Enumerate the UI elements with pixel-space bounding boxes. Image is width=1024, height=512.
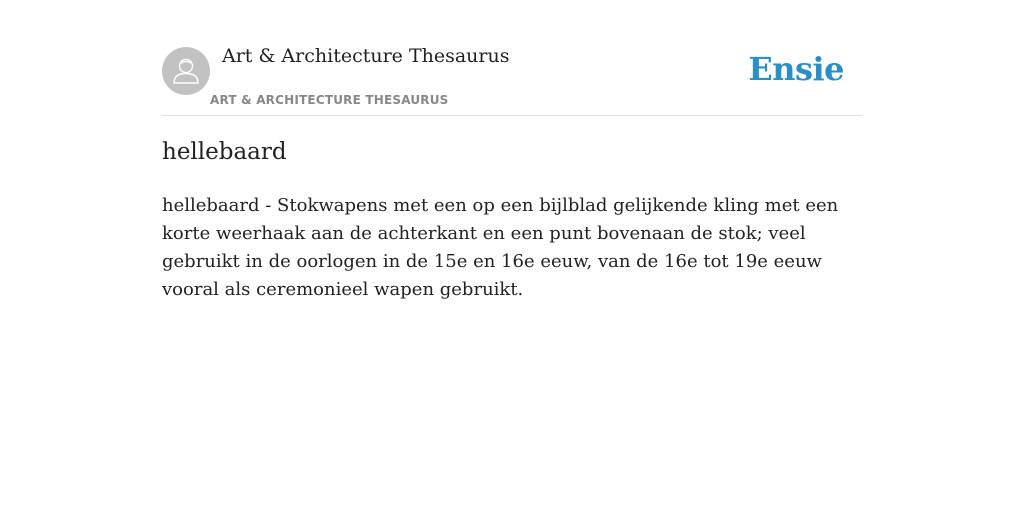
ensie-logo[interactable]: Ensie	[748, 50, 844, 88]
author-name[interactable]: Art & Architecture Thesaurus	[222, 45, 510, 67]
user-silhouette-icon	[162, 47, 210, 95]
source-label[interactable]: ART & ARCHITECTURE THESAURUS	[210, 93, 449, 107]
author-avatar[interactable]	[162, 47, 210, 95]
term-title: hellebaard	[162, 139, 287, 165]
term-definition: hellebaard - Stokwapens met een op een bijlblad gelijkende kling met een korte weerhaak aan de achterkant en een punt bovenaan de stok; veel gebruikt in de oorlogen in de 15e en 16e eeuw, van de 16e tot 19e eeuw vooral als ceremonieel wapen gebruikt.	[162, 195, 839, 300]
entry-header	[162, 0, 862, 116]
